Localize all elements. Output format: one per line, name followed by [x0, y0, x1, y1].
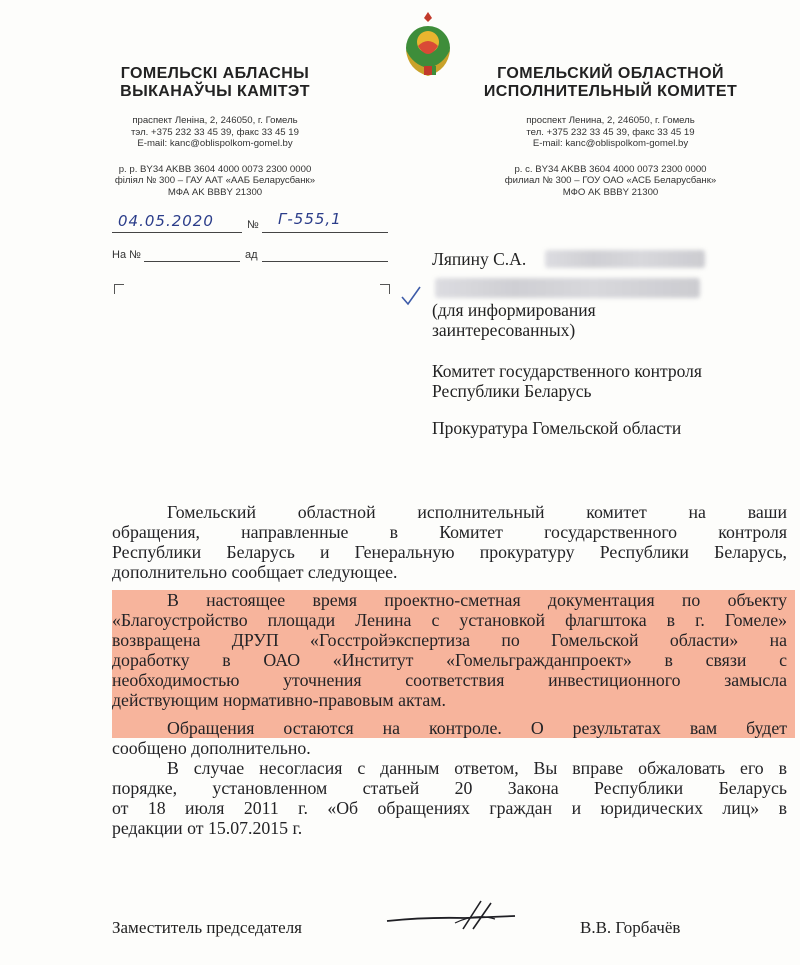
number-field-line: [262, 232, 388, 233]
org-title-line2: ВЫКАНАЎЧЫ КАМІТЭТ: [120, 83, 310, 100]
paragraph-line: Гомельский областной исполнительный комитет на ваши: [167, 502, 787, 522]
on-no-field-line: [144, 261, 240, 262]
handwritten-date: 04.05.2020: [118, 212, 214, 230]
recipient-name: Ляпину С.А.: [432, 249, 527, 269]
checkmark-icon: [400, 285, 422, 307]
from-field-line: [262, 261, 388, 262]
redacted-area: [435, 278, 700, 298]
paragraph-line: Обращения остаются на контроле. О результатах вам будет: [167, 718, 787, 738]
bank-branch-line: филиал № 300 – ГОУ ОАО «АСБ Беларусбанк»: [504, 175, 717, 187]
bank-account-line: р. р. BY34 AKBB 3604 4000 0073 2300 0000: [118, 163, 312, 175]
bank-branch-line: філіял № 300 – ГАУ ААТ «ААБ Беларусбанк»: [114, 175, 316, 187]
paragraph-line: порядке, установленном статьей 20 Закона Республики Беларусь: [112, 778, 787, 798]
signatory-name: В.В. Горбачёв: [580, 918, 681, 937]
paragraph-line: В настоящее время проектно-сметная документация по объекту: [167, 590, 787, 610]
phone-line: тел. +375 232 33 45 39, факс 33 45 19: [526, 126, 695, 138]
org-title-line2: ИСПОЛНИТЕЛЬНЫЙ КОМИТЕТ: [483, 83, 738, 100]
recipient-committee-line1: Комитет государственного контроля: [432, 361, 702, 381]
recipient-note-line2: заинтересованных): [432, 320, 576, 340]
paragraph-line: дополнительно сообщает следующее.: [112, 562, 398, 582]
paragraph-line: возвращена ДРУП «Госстройэкспертиза по Гомельской области» на: [112, 630, 787, 650]
signature-icon: [385, 895, 520, 935]
letterhead-belarusian: [100, 65, 330, 199]
letter-body: [112, 502, 787, 838]
handwritten-number: Г-555,1: [278, 210, 342, 228]
paragraph-line: В случае несогласия с данным ответом, Вы вправе обжаловать его в: [167, 758, 787, 778]
signatory-position: Заместитель председателя: [112, 918, 302, 937]
email-line: E-mail: kanc@oblispolkom-gomel.by: [532, 138, 689, 150]
address-line: праспект Леніна, 2, 246050, г. Гомель: [132, 115, 298, 126]
number-label: №: [247, 219, 259, 231]
paragraph-line: «Благоустройство площади Ленина с установкой флагштока в г. Гомеле»: [112, 610, 787, 630]
recipient-committee-line2: Республики Беларусь: [432, 381, 592, 401]
paragraph-line: редакции от 15.07.2015 г.: [112, 818, 303, 838]
bank-code-line: МФА AK BBBY 21300: [167, 186, 263, 198]
email-line: E-mail: kanc@oblispolkom-gomel.by: [137, 138, 293, 150]
from-label: ад: [245, 249, 258, 261]
date-field-line: [112, 232, 242, 233]
redacted-area: [545, 250, 705, 268]
on-no-label: На №: [112, 249, 141, 261]
paragraph-line: доработку в ОАО «Институт «Гомельгражданпроект» в связи с: [112, 650, 787, 670]
recipient-prosecutor: Прокуратура Гомельской области: [432, 418, 682, 438]
paragraph-line: от 18 июля 2011 г. «Об обращениях граждан и юридических лиц» в: [112, 798, 787, 818]
address-line: проспект Ленина, 2, 246050, г. Гомель: [526, 115, 695, 126]
paragraph-line: Республики Беларусь и Генеральную прокуратуру Республики Беларусь,: [112, 542, 787, 562]
state-emblem-icon: [398, 10, 458, 80]
paragraph-line: необходимостью уточнения соответствия инвестиционного замысла: [112, 670, 787, 690]
corner-mark-right: [380, 284, 390, 294]
phone-line: тэл. +375 232 33 45 39, факс 33 45 19: [131, 126, 299, 138]
paragraph-line: обращения, направленные в Комитет государственного контроля: [112, 522, 787, 542]
paragraph-line: сообщено дополнительно.: [112, 738, 311, 758]
corner-mark-left: [114, 284, 124, 294]
bank-code-line: МФО AK BBBY 21300: [562, 186, 659, 198]
org-title-line1: ГОМЕЛЬСКИЙ ОБЛАСТНОЙ: [497, 65, 724, 82]
letterhead-russian: [478, 65, 743, 199]
org-title-line1: ГОМЕЛЬСКІ АБЛАСНЫ: [120, 65, 310, 82]
bank-account-line: р. с. BY34 AKBB 3604 4000 0073 2300 0000: [514, 163, 707, 175]
paragraph-line: действующим нормативно-правовым актам.: [112, 690, 446, 710]
recipient-note-line1: (для информирования: [432, 300, 596, 320]
